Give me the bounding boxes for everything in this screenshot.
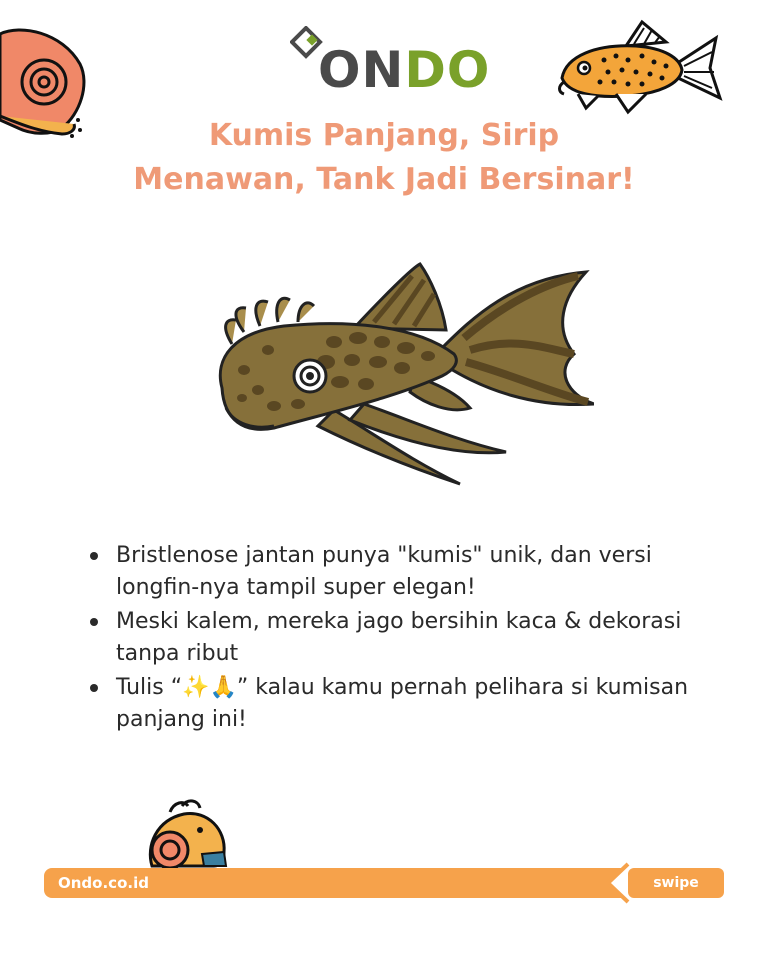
small-snail-icon [144, 796, 230, 868]
logo-text-on: ON [318, 41, 405, 99]
logo-text [318, 40, 490, 100]
ondo-logo [288, 22, 491, 102]
list-item [88, 606, 708, 670]
corydoras-fish-icon [556, 16, 724, 120]
bullet-dot [90, 684, 98, 692]
list-item [88, 672, 708, 736]
title-line-2: Menawan, Tank Jadi Bersinar! [133, 162, 635, 197]
bullet-list [88, 540, 708, 738]
bristlenose-pleco-illustration [214, 258, 594, 490]
bullet-text: Meski kalem, mereka jago bersihin kaca & dekorasi tanpa ribut [116, 609, 682, 666]
footer-website-link[interactable]: Ondo.co.id [58, 874, 149, 892]
snail-icon [0, 24, 90, 139]
list-item [88, 540, 708, 604]
bullet-dot [90, 618, 98, 626]
bullet-dot [90, 552, 98, 560]
bullet-text: Bristlenose jantan punya "kumis" unik, dan versi longfin-nya tampil super elegan! [116, 543, 652, 600]
bullet-text: Tulis “✨🙏” kalau kamu pernah pelihara si kumisan panjang ini! [116, 675, 689, 732]
swipe-button[interactable]: swipe [628, 868, 724, 898]
page-title [84, 114, 684, 202]
logo-text-do: DO [404, 41, 491, 99]
title-line-1: Kumis Panjang, Sirip [208, 118, 560, 153]
